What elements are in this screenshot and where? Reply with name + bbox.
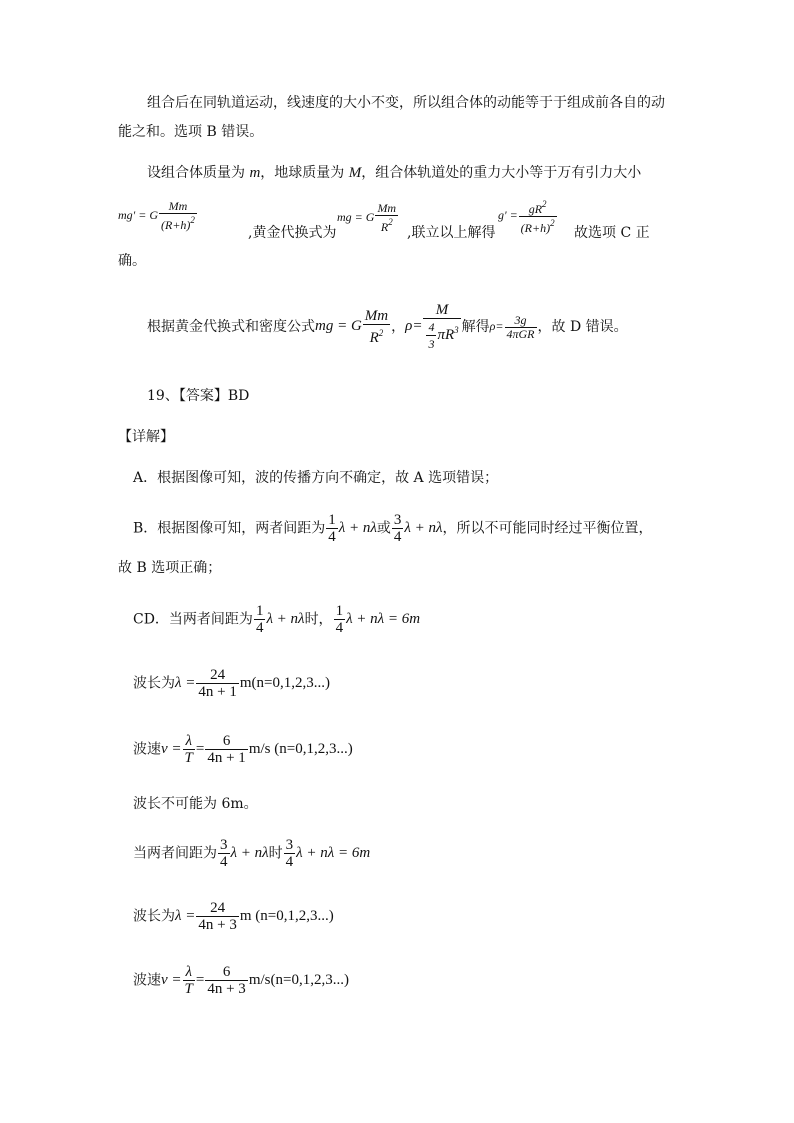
- equation: $\frac{1}{4}$ λ + nλ = 6m: [335, 603, 421, 636]
- equation: $\frac{3}{4}$ λ + nλ: [393, 512, 443, 545]
- paragraph-line: 能之和。选项 B 错误。: [118, 124, 264, 140]
- equation: $\frac{1}{4}$ λ + nλ: [255, 603, 305, 636]
- text: ，故 D 错误。: [537, 319, 628, 335]
- text: 故选项 C 正: [574, 225, 650, 241]
- note: 波长不可能为 6m。: [133, 796, 258, 812]
- equation: ρ= M $\frac{4}{3}$ $\pi R^3$: [405, 302, 459, 351]
- equation-line: [498, 198, 558, 235]
- detail-heading: 【详解】: [118, 429, 174, 445]
- text: ，: [391, 319, 406, 335]
- paragraph-line: [147, 163, 641, 183]
- text: ，地球质量为: [260, 165, 349, 181]
- equation: $\frac{1}{4}$ λ + nλ: [328, 512, 377, 545]
- equation-line: [118, 200, 198, 240]
- option-b: B．根据图像可知，两者间距为 $\frac{1}{4}$ λ + nλ或 $\frac{3}{4}$ λ + nλ，所以不可能同时经过平衡位置，: [133, 512, 653, 545]
- answer-heading: 19、【答案】BD: [147, 388, 250, 404]
- wavelength-eq-2: 波长为λ = $\frac{24}{4n + 3}$ m (n=0,1,2,3...): [133, 900, 334, 933]
- text: 设组合体质量为: [147, 165, 250, 181]
- equation: mg = G $\frac{Mm}{R^2}$: [315, 308, 389, 346]
- equation: ρ= $\frac{3g}{\text{4πGR}}$: [489, 312, 535, 341]
- text: 根据黄金代换式和密度公式: [147, 319, 315, 335]
- symbol: M: [348, 165, 362, 181]
- text: ，组合体轨道处的重力大小等于万有引力大小: [361, 165, 642, 181]
- wavespeed-eq-2: 波速v = $\frac{\lambda}{T}$ = $\frac{6}{4n + 3}$ m/s(n=0,1,2,3...): [133, 964, 349, 997]
- equation: g' = $\frac{gR^2}{(R+h)^2}$: [498, 199, 555, 235]
- wavespeed-eq-1: 波速v = $\frac{\lambda}{T}$ = $\frac{6}{4n + 1}$ m/s (n=0,1,2,3...): [133, 733, 353, 766]
- equation-line: [147, 302, 628, 360]
- text: ,黄金代换式为: [248, 225, 337, 241]
- equation: mg = G $\frac{Mm}{R^2}$: [337, 201, 397, 234]
- equation: mg' = G $\frac{Mm}{(R+h)^2}$: [118, 199, 195, 232]
- case-two: 当两者间距为 $\frac{3}{4}$ λ + nλ时 $\frac{3}{4}$ λ + nλ = 6m: [133, 837, 371, 870]
- text: 解得: [461, 319, 490, 335]
- paragraph-line: 组合后在同轨道运动，线速度的大小不变，所以组合体的动能等于于组成前各自的动: [147, 95, 665, 111]
- option-b-cont: 故 B 选项正确；: [118, 560, 222, 576]
- option-a: A．根据图像可知，波的传播方向不确定，故 A 选项错误；: [133, 470, 499, 486]
- text: 确。: [118, 253, 146, 269]
- equation-line: [337, 202, 399, 234]
- text: ,联立以上解得: [407, 225, 496, 241]
- wavelength-eq-1: 波长为λ = $\frac{24}{4n + 1}$ m(n=0,1,2,3...): [133, 667, 330, 700]
- symbol: m: [249, 165, 261, 181]
- option-cd: CD．当两者间距为 $\frac{1}{4}$ λ + nλ时， $\frac{1}{4}$ λ + nλ = 6m: [133, 603, 421, 636]
